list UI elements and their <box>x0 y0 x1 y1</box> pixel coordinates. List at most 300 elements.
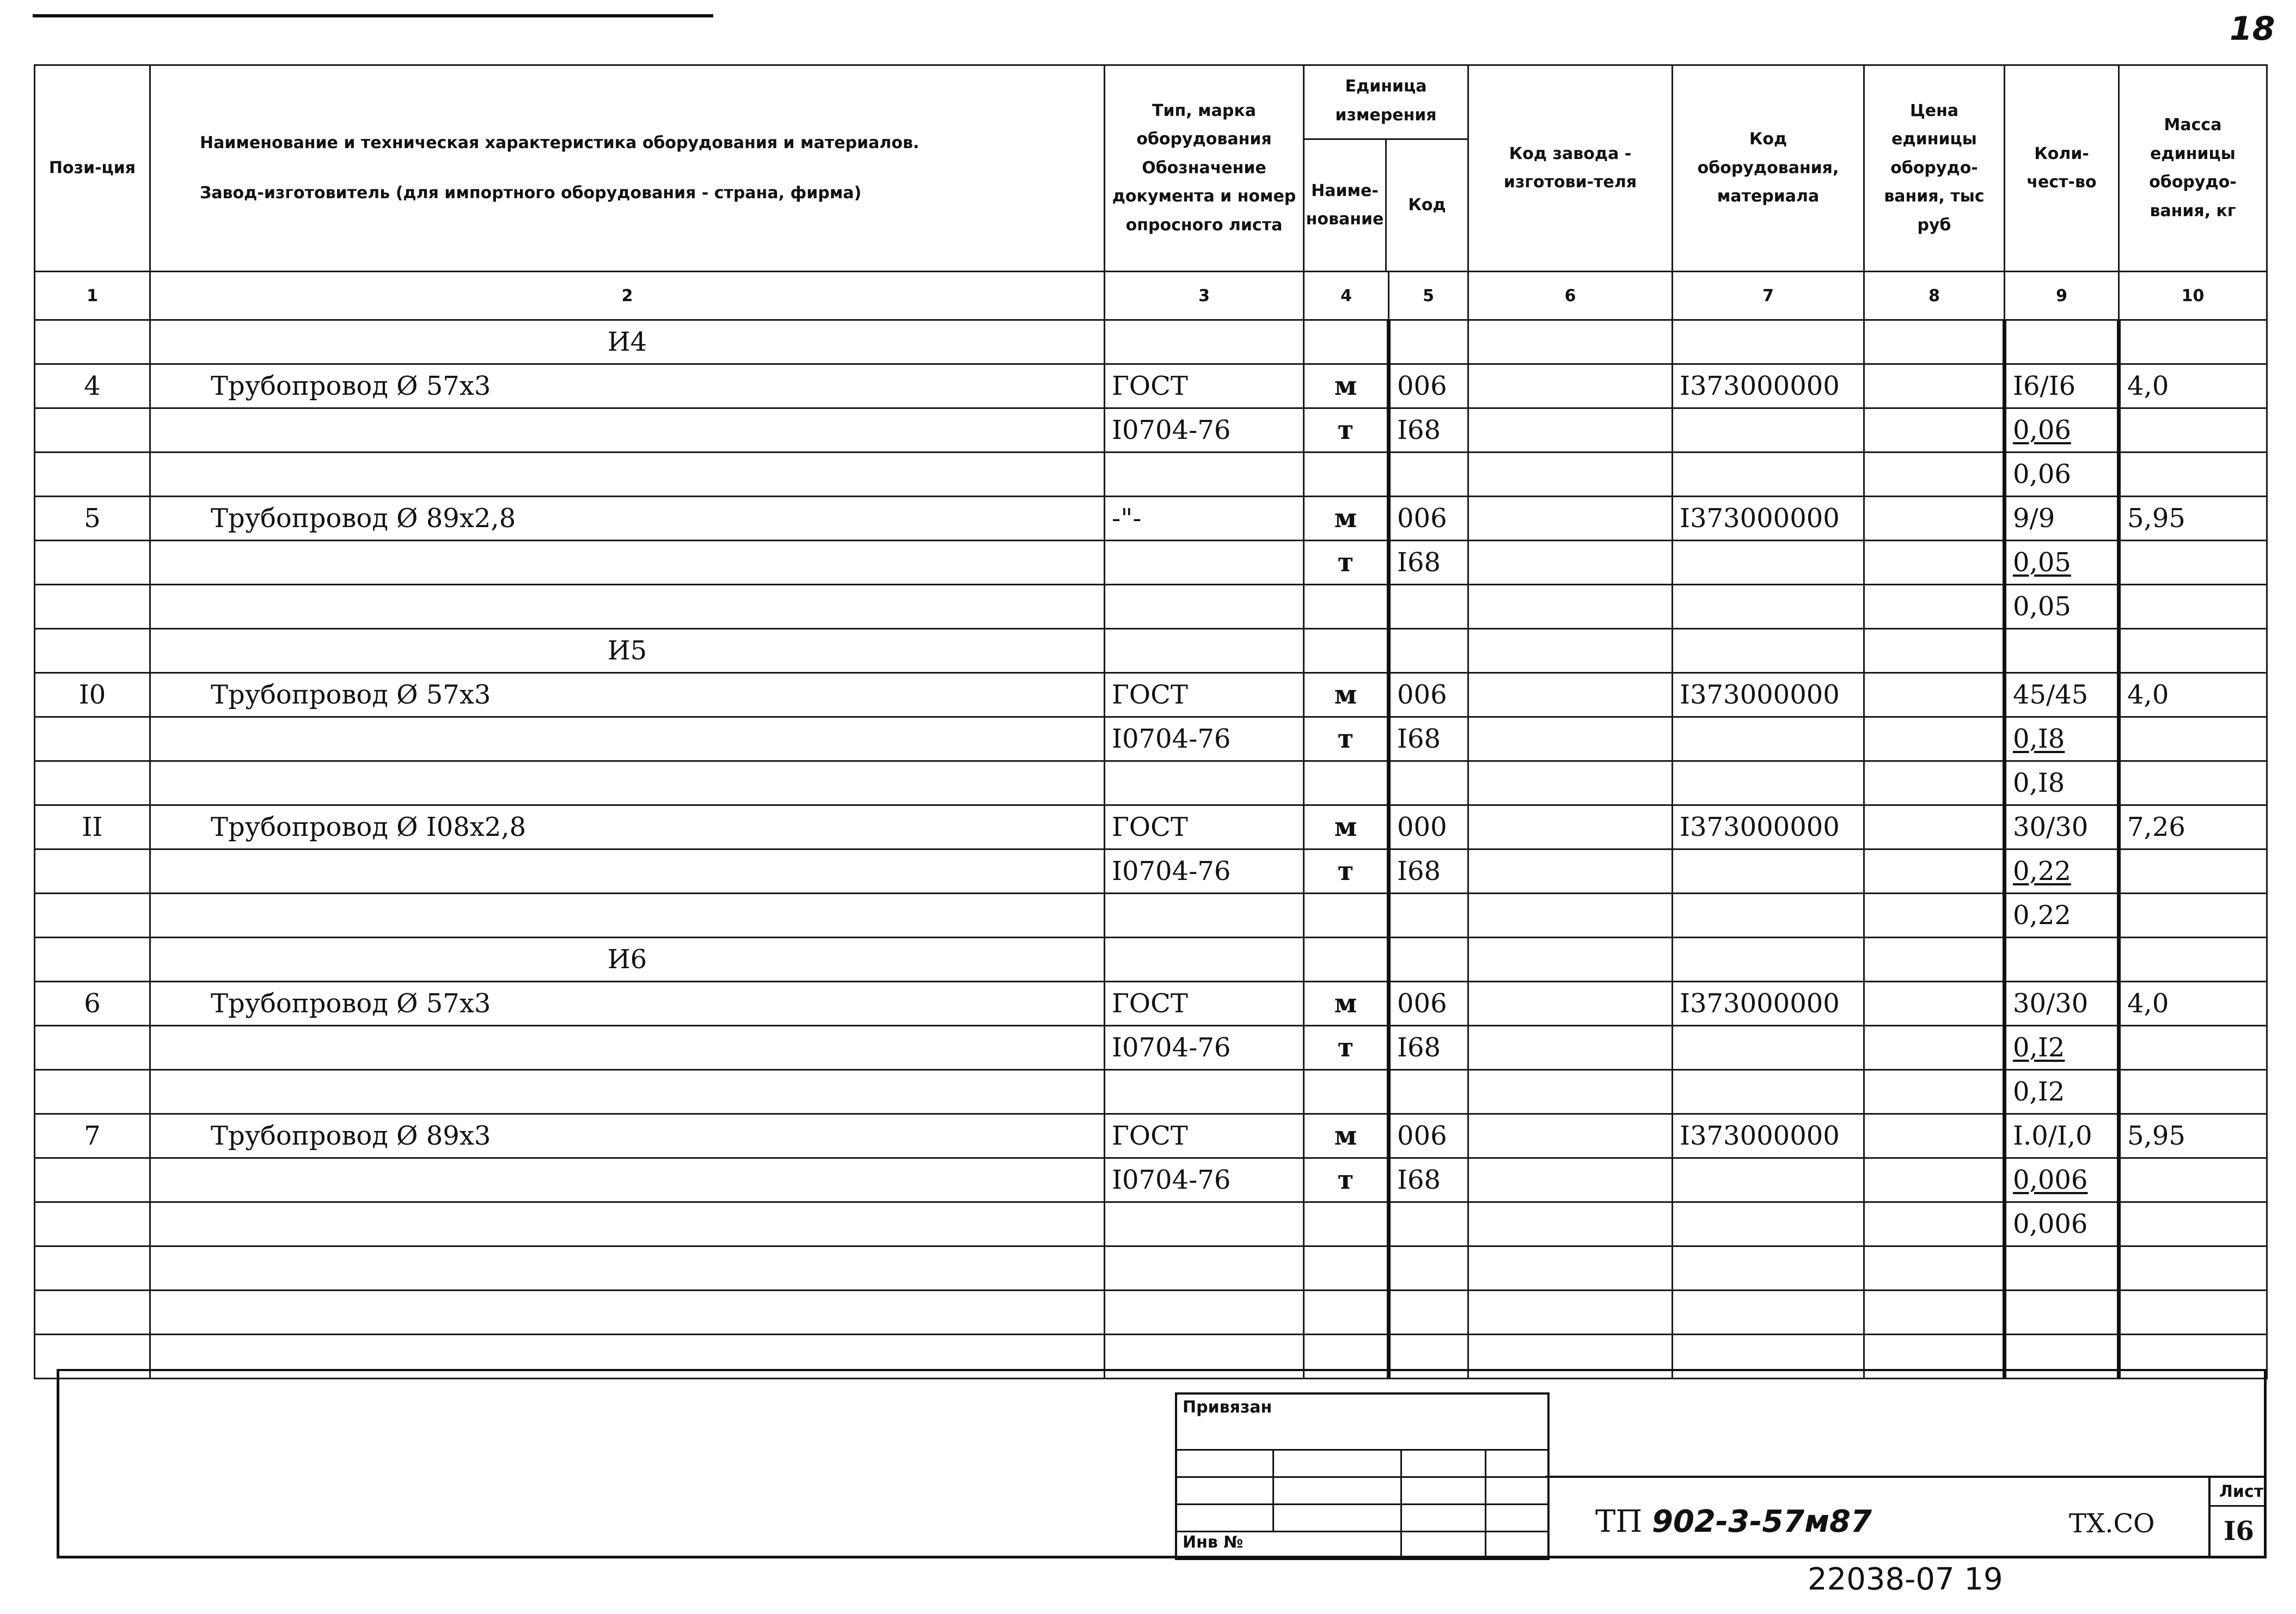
equipment-code-cell <box>1673 541 1864 585</box>
unit-name-cell <box>1304 1202 1389 1246</box>
name-cell <box>150 1026 1105 1070</box>
quantity-cell <box>2005 938 2119 982</box>
price-cell <box>1864 849 2005 894</box>
table-header-row <box>35 65 2267 272</box>
type-cell <box>1105 320 1304 364</box>
manufacturer-code-cell <box>1468 982 1673 1026</box>
price-cell <box>1864 453 2005 497</box>
unit-name-cell <box>1304 1246 1389 1291</box>
type-cell: ГОСТ <box>1105 1114 1304 1158</box>
table-row <box>35 1291 2267 1335</box>
mass-cell <box>2119 1291 2267 1335</box>
mass-cell <box>2119 761 2267 805</box>
quantity-cell: 0,006 <box>2005 1202 2119 1246</box>
position-cell <box>35 629 150 673</box>
unit-name-cell: т <box>1304 1158 1389 1202</box>
header-position: Пози-ция <box>35 65 150 272</box>
unit-code-cell: 000 <box>1389 805 1468 849</box>
name-cell: И5 <box>150 629 1105 673</box>
type-cell: ГОСТ <box>1105 805 1304 849</box>
table-row <box>35 761 2267 805</box>
price-cell <box>1864 673 2005 717</box>
price-cell <box>1864 408 2005 453</box>
price-cell <box>1864 629 2005 673</box>
unit-code-cell: 006 <box>1389 982 1468 1026</box>
unit-name-cell <box>1304 894 1389 938</box>
unit-name-cell: т <box>1304 1026 1389 1070</box>
quantity-cell: 30/30 <box>2005 982 2119 1026</box>
position-cell <box>35 1202 150 1246</box>
column-number-row <box>35 272 2267 320</box>
mass-cell: 5,95 <box>2119 1114 2267 1158</box>
type-cell <box>1105 1202 1304 1246</box>
equipment-code-cell <box>1673 1291 1864 1335</box>
footer-code: 22038-07 19 <box>1808 1562 2003 1597</box>
unit-code-cell <box>1389 1335 1468 1379</box>
equipment-code-cell <box>1673 585 1864 629</box>
name-cell: И6 <box>150 938 1105 982</box>
quantity-cell: 0,I2 <box>2005 1026 2119 1070</box>
unit-code-cell <box>1389 629 1468 673</box>
table-row <box>35 1202 2267 1246</box>
unit-code-cell <box>1389 894 1468 938</box>
table-row <box>35 1026 2267 1070</box>
table-row <box>35 894 2267 938</box>
quantity-cell <box>2005 1291 2119 1335</box>
mass-cell <box>2119 1202 2267 1246</box>
unit-name-cell: м <box>1304 805 1389 849</box>
type-cell: ГОСТ <box>1105 364 1304 408</box>
name-cell <box>150 1335 1105 1379</box>
equipment-code-cell <box>1673 629 1864 673</box>
price-cell <box>1864 1026 2005 1070</box>
equipment-code-cell <box>1673 1246 1864 1291</box>
name-cell <box>150 1202 1105 1246</box>
table-row <box>35 408 2267 453</box>
price-cell <box>1864 1202 2005 1246</box>
quantity-cell <box>2005 320 2119 364</box>
column-number: 5 <box>1389 272 1468 320</box>
unit-code-cell <box>1389 761 1468 805</box>
unit-code-cell <box>1389 938 1468 982</box>
price-cell <box>1864 717 2005 761</box>
unit-name-cell: т <box>1304 541 1389 585</box>
name-cell: Трубопровод Ø 57x3 <box>150 982 1105 1026</box>
table-row <box>35 1070 2267 1114</box>
stamp-title: Привязан <box>1183 1398 1272 1417</box>
table-row <box>35 320 2267 364</box>
manufacturer-code-cell <box>1468 1246 1673 1291</box>
unit-code-cell <box>1389 1070 1468 1114</box>
quantity-cell: 0,I8 <box>2005 761 2119 805</box>
equipment-code-cell <box>1673 894 1864 938</box>
position-cell <box>35 717 150 761</box>
header-unit-code: Код <box>1408 195 1446 215</box>
position-cell <box>35 1158 150 1202</box>
unit-name-cell: т <box>1304 408 1389 453</box>
unit-code-cell: 006 <box>1389 497 1468 541</box>
specification-table <box>34 64 2268 1379</box>
column-number: 6 <box>1468 272 1673 320</box>
mass-cell <box>2119 894 2267 938</box>
manufacturer-code-cell <box>1468 320 1673 364</box>
position-cell <box>35 453 150 497</box>
price-cell <box>1864 938 2005 982</box>
type-cell: -"- <box>1105 497 1304 541</box>
name-cell <box>150 453 1105 497</box>
position-cell <box>35 1246 150 1291</box>
quantity-cell: 30/30 <box>2005 805 2119 849</box>
price-cell <box>1864 1291 2005 1335</box>
header-quantity: Коли-чест-во <box>2005 65 2119 272</box>
table-row <box>35 1158 2267 1202</box>
manufacturer-code-cell <box>1468 849 1673 894</box>
manufacturer-code-cell <box>1468 1202 1673 1246</box>
position-cell <box>35 1291 150 1335</box>
position-cell <box>35 541 150 585</box>
column-number: 3 <box>1105 272 1304 320</box>
position-cell: 6 <box>35 982 150 1026</box>
mass-cell <box>2119 320 2267 364</box>
manufacturer-code-cell <box>1468 1158 1673 1202</box>
price-cell <box>1864 1246 2005 1291</box>
name-cell <box>150 408 1105 453</box>
mass-cell <box>2119 1026 2267 1070</box>
quantity-cell: 0,05 <box>2005 541 2119 585</box>
mass-cell <box>2119 1335 2267 1379</box>
equipment-code-cell <box>1673 761 1864 805</box>
equipment-code-cell <box>1673 1026 1864 1070</box>
name-cell: Трубопровод Ø 57x3 <box>150 364 1105 408</box>
equipment-code-cell <box>1673 408 1864 453</box>
type-cell: I0704-76 <box>1105 408 1304 453</box>
table-row <box>35 805 2267 849</box>
stamp-line <box>1400 1449 1402 1558</box>
quantity-cell: 0,22 <box>2005 894 2119 938</box>
price-cell <box>1864 497 2005 541</box>
position-cell <box>35 408 150 453</box>
manufacturer-code-cell <box>1468 1026 1673 1070</box>
price-cell <box>1864 364 2005 408</box>
quantity-cell <box>2005 1335 2119 1379</box>
table-row <box>35 982 2267 1026</box>
equipment-code-cell: I373000000 <box>1673 805 1864 849</box>
type-cell <box>1105 541 1304 585</box>
mass-cell <box>2119 629 2267 673</box>
document-designation: ТП 902-3-57м87 <box>1595 1504 1872 1539</box>
sheet-divider <box>2208 1505 2265 1507</box>
name-cell <box>150 1158 1105 1202</box>
header-unit-name: Наиме-нование <box>1305 140 1387 271</box>
header-unit: Единица измерения Наиме-нование Код <box>1304 65 1468 272</box>
price-cell <box>1864 541 2005 585</box>
name-cell: И4 <box>150 320 1105 364</box>
manufacturer-code-cell <box>1468 673 1673 717</box>
unit-code-cell: 006 <box>1389 364 1468 408</box>
equipment-code-cell: I373000000 <box>1673 673 1864 717</box>
stamp-line <box>1177 1476 1547 1478</box>
header-manufacturer-code: Код завода - изготови-теля <box>1468 65 1673 272</box>
table-row <box>35 849 2267 894</box>
column-number: 7 <box>1673 272 1864 320</box>
mass-cell <box>2119 541 2267 585</box>
table-body <box>35 320 2267 1379</box>
corner-page-number: 18 <box>2230 10 2275 48</box>
mass-cell <box>2119 1158 2267 1202</box>
binding-stamp <box>1175 1392 1550 1560</box>
mass-cell: 4,0 <box>2119 673 2267 717</box>
unit-name-cell <box>1304 320 1389 364</box>
unit-code-cell <box>1389 453 1468 497</box>
mass-cell: 5,95 <box>2119 497 2267 541</box>
unit-code-cell <box>1389 1246 1468 1291</box>
quantity-cell: 0,05 <box>2005 585 2119 629</box>
quantity-cell <box>2005 629 2119 673</box>
price-cell <box>1864 320 2005 364</box>
unit-name-cell <box>1304 1335 1389 1379</box>
unit-code-cell: 006 <box>1389 673 1468 717</box>
price-cell <box>1864 982 2005 1026</box>
quantity-cell: 0,22 <box>2005 849 2119 894</box>
mass-cell <box>2119 1246 2267 1291</box>
equipment-code-cell <box>1673 1158 1864 1202</box>
stamp-line <box>1272 1449 1274 1531</box>
unit-name-cell: м <box>1304 364 1389 408</box>
manufacturer-code-cell <box>1468 761 1673 805</box>
unit-name-cell: т <box>1304 849 1389 894</box>
name-cell: Трубопровод Ø I08x2,8 <box>150 805 1105 849</box>
unit-name-cell: м <box>1304 982 1389 1026</box>
manufacturer-code-cell <box>1468 629 1673 673</box>
header-type: Тип, марка оборудования Обозначение документа и номер опросного листа <box>1105 65 1304 272</box>
type-cell: ГОСТ <box>1105 673 1304 717</box>
unit-name-cell <box>1304 629 1389 673</box>
manufacturer-code-cell <box>1468 497 1673 541</box>
column-number: 2 <box>150 272 1105 320</box>
unit-code-cell: I68 <box>1389 1158 1468 1202</box>
unit-code-cell <box>1389 1202 1468 1246</box>
price-cell <box>1864 1114 2005 1158</box>
stamp-line <box>1485 1449 1486 1558</box>
mass-cell <box>2119 408 2267 453</box>
type-cell <box>1105 1291 1304 1335</box>
position-cell: 5 <box>35 497 150 541</box>
quantity-cell: 9/9 <box>2005 497 2119 541</box>
name-cell <box>150 894 1105 938</box>
manufacturer-code-cell <box>1468 541 1673 585</box>
price-cell <box>1864 1158 2005 1202</box>
unit-name-cell: т <box>1304 717 1389 761</box>
type-cell <box>1105 761 1304 805</box>
type-cell <box>1105 585 1304 629</box>
table-row <box>35 585 2267 629</box>
header-equipment-code: Код оборудования, материала <box>1673 65 1864 272</box>
unit-code-cell <box>1389 320 1468 364</box>
position-cell: I0 <box>35 673 150 717</box>
sheet-label: Лист <box>2219 1482 2264 1501</box>
name-cell: Трубопровод Ø 89x2,8 <box>150 497 1105 541</box>
unit-name-cell <box>1304 585 1389 629</box>
equipment-code-cell <box>1673 1202 1864 1246</box>
unit-name-cell: м <box>1304 497 1389 541</box>
price-cell <box>1864 585 2005 629</box>
sheet-number: I6 <box>2224 1516 2254 1546</box>
position-cell: 4 <box>35 364 150 408</box>
name-cell <box>150 717 1105 761</box>
price-cell <box>1864 894 2005 938</box>
mass-cell <box>2119 585 2267 629</box>
quantity-cell: 0,006 <box>2005 1158 2119 1202</box>
position-cell <box>35 938 150 982</box>
mass-cell: 7,26 <box>2119 805 2267 849</box>
mass-cell: 4,0 <box>2119 982 2267 1026</box>
type-cell <box>1105 453 1304 497</box>
manufacturer-code-cell <box>1468 805 1673 849</box>
quantity-cell: I6/I6 <box>2005 364 2119 408</box>
top-rule <box>33 14 713 17</box>
mass-cell <box>2119 717 2267 761</box>
frame-line <box>57 1369 2266 1371</box>
type-cell: I0704-76 <box>1105 849 1304 894</box>
table-row <box>35 1246 2267 1291</box>
mass-cell <box>2119 938 2267 982</box>
unit-name-cell <box>1304 761 1389 805</box>
type-cell: I0704-76 <box>1105 1026 1304 1070</box>
position-cell <box>35 761 150 805</box>
header-price: Цена единицы оборудо-вания, тыс руб <box>1864 65 2005 272</box>
name-cell <box>150 541 1105 585</box>
table-row <box>35 717 2267 761</box>
equipment-code-cell <box>1673 1335 1864 1379</box>
quantity-cell: 0,06 <box>2005 408 2119 453</box>
equipment-code-cell: I373000000 <box>1673 1114 1864 1158</box>
type-cell <box>1105 1246 1304 1291</box>
table-row <box>35 673 2267 717</box>
price-cell <box>1864 805 2005 849</box>
unit-name-cell <box>1304 453 1389 497</box>
quantity-cell: 45/45 <box>2005 673 2119 717</box>
unit-name-cell <box>1304 1291 1389 1335</box>
equipment-code-cell <box>1673 717 1864 761</box>
column-number: 8 <box>1864 272 2005 320</box>
type-cell <box>1105 894 1304 938</box>
equipment-code-cell <box>1673 1070 1864 1114</box>
type-cell: I0704-76 <box>1105 717 1304 761</box>
column-number: 4 <box>1304 272 1389 320</box>
stamp-inventory-label: Инв № <box>1183 1533 1244 1552</box>
section-code: ТХ.СО <box>2069 1508 2155 1539</box>
position-cell: II <box>35 805 150 849</box>
price-cell <box>1864 761 2005 805</box>
unit-code-cell: I68 <box>1389 1026 1468 1070</box>
table-row <box>35 938 2267 982</box>
name-cell: Трубопровод Ø 89x3 <box>150 1114 1105 1158</box>
manufacturer-code-cell <box>1468 453 1673 497</box>
name-cell: Трубопровод Ø 57x3 <box>150 673 1105 717</box>
type-cell <box>1105 1335 1304 1379</box>
table-row <box>35 364 2267 408</box>
mass-cell <box>2119 849 2267 894</box>
equipment-code-cell: I373000000 <box>1673 364 1864 408</box>
manufacturer-code-cell <box>1468 1335 1673 1379</box>
type-cell <box>1105 938 1304 982</box>
manufacturer-code-cell <box>1468 894 1673 938</box>
frame-line <box>57 1370 59 1558</box>
unit-code-cell: I68 <box>1389 408 1468 453</box>
name-cell <box>150 761 1105 805</box>
header-name: Наименование и техническая характеристика оборудования и материалов. Завод-изготовитель (для импортного оборудования - страна, фирма) <box>150 65 1105 272</box>
stamp-line <box>1177 1449 1547 1451</box>
table-row <box>35 541 2267 585</box>
equipment-code-cell <box>1673 938 1864 982</box>
unit-code-cell <box>1389 1291 1468 1335</box>
unit-code-cell: I68 <box>1389 717 1468 761</box>
manufacturer-code-cell <box>1468 364 1673 408</box>
unit-code-cell <box>1389 585 1468 629</box>
type-cell: ГОСТ <box>1105 982 1304 1026</box>
mass-cell <box>2119 1070 2267 1114</box>
name-cell <box>150 1070 1105 1114</box>
equipment-code-cell: I373000000 <box>1673 982 1864 1026</box>
manufacturer-code-cell <box>1468 1114 1673 1158</box>
stamp-line <box>1177 1531 1547 1532</box>
unit-name-cell: м <box>1304 1114 1389 1158</box>
mass-cell: 4,0 <box>2119 364 2267 408</box>
equipment-code-cell <box>1673 320 1864 364</box>
position-cell: 7 <box>35 1114 150 1158</box>
position-cell <box>35 1335 150 1379</box>
table-row <box>35 1335 2267 1379</box>
equipment-code-cell <box>1673 849 1864 894</box>
quantity-cell: 0,I8 <box>2005 717 2119 761</box>
unit-name-cell <box>1304 1070 1389 1114</box>
column-number: 10 <box>2119 272 2267 320</box>
column-number: 9 <box>2005 272 2119 320</box>
position-cell <box>35 320 150 364</box>
position-cell <box>35 894 150 938</box>
quantity-cell: 0,06 <box>2005 453 2119 497</box>
manufacturer-code-cell <box>1468 938 1673 982</box>
type-cell <box>1105 1070 1304 1114</box>
position-cell <box>35 1070 150 1114</box>
price-cell <box>1864 1335 2005 1379</box>
manufacturer-code-cell <box>1468 717 1673 761</box>
quantity-cell: 0,I2 <box>2005 1070 2119 1114</box>
manufacturer-code-cell <box>1468 1291 1673 1335</box>
name-cell <box>150 585 1105 629</box>
name-cell <box>150 1246 1105 1291</box>
table-row <box>35 497 2267 541</box>
type-cell <box>1105 629 1304 673</box>
position-cell <box>35 849 150 894</box>
table-row <box>35 453 2267 497</box>
manufacturer-code-cell <box>1468 408 1673 453</box>
unit-name-cell <box>1304 938 1389 982</box>
manufacturer-code-cell <box>1468 1070 1673 1114</box>
quantity-cell <box>2005 1246 2119 1291</box>
stamp-line <box>1177 1503 1547 1505</box>
unit-name-cell: м <box>1304 673 1389 717</box>
table-row <box>35 629 2267 673</box>
position-cell <box>35 585 150 629</box>
position-cell <box>35 1026 150 1070</box>
type-cell: I0704-76 <box>1105 1158 1304 1202</box>
quantity-cell: I.0/I,0 <box>2005 1114 2119 1158</box>
mass-cell <box>2119 453 2267 497</box>
unit-code-cell: 006 <box>1389 1114 1468 1158</box>
equipment-code-cell: I373000000 <box>1673 497 1864 541</box>
name-cell <box>150 849 1105 894</box>
